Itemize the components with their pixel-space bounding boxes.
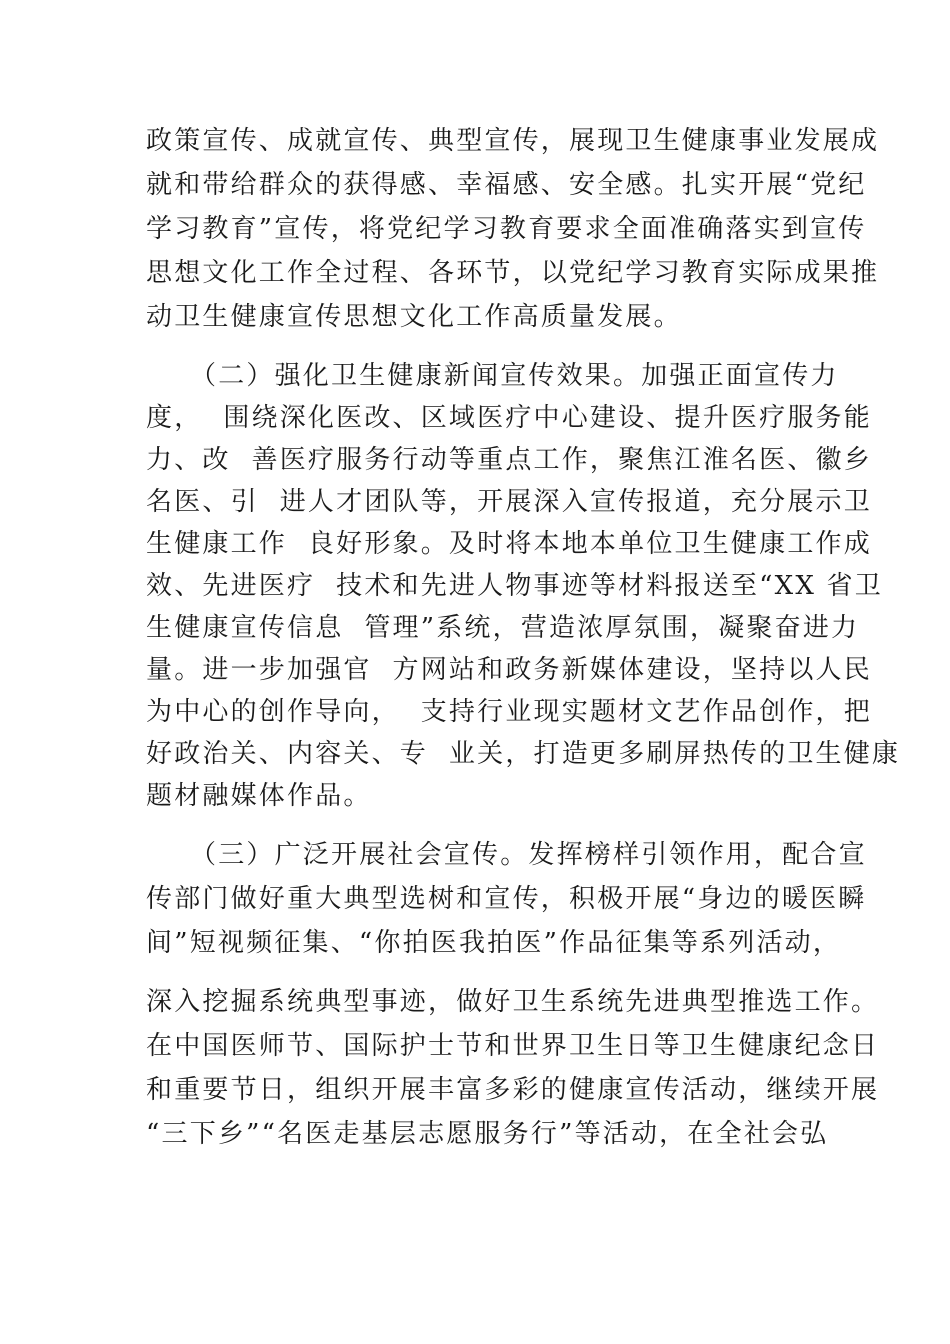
- text-line: “三下乡”“名医走基层志愿服务行”等活动，在全社会弘: [146, 1119, 829, 1149]
- text-line: 间”短视频征集、“你拍医我拍医”作品征集等系列活动，: [146, 928, 842, 958]
- text-line: 和重要节日，组织开展丰富多彩的健康宣传活动，继续开展: [146, 1075, 880, 1105]
- text-line: 度， 围绕深化医改、区域医疗中心建设、提升医疗服务能: [146, 403, 872, 433]
- section-heading: （二）强化卫生健康新闻宣传效果。加强正面宣传力: [190, 361, 839, 391]
- text-line: 名医、引 进人才团队等，开展深入宣传报道，充分展示卫: [146, 487, 872, 517]
- text-line: 题材融媒体作品。: [146, 781, 372, 811]
- text-line: 生健康宣传信息 管理”系统，营造浓厚氛围，凝聚奋进力: [146, 613, 860, 643]
- text-line: 动卫生健康宣传思想文化工作高质量发展。: [146, 302, 682, 332]
- section-heading: （三）广泛开展社会宣传。发挥榜样引领作用，配合宣: [190, 840, 867, 870]
- text-line: 思想文化工作全过程、各环节，以党纪学习教育实际成果推: [146, 258, 880, 288]
- text-line: 政策宣传、成就宣传、典型宣传，展现卫生健康事业发展成: [146, 126, 880, 156]
- text-line: 深入挖掘系统典型事迹，做好卫生系统先进典型推选工作。: [146, 987, 880, 1017]
- text-line: 学习教育”宣传，将党纪学习教育要求全面准确落实到宣传: [146, 214, 867, 244]
- text-line: 传部门做好重大典型选树和宣传，积极开展“身边的暖医瞬: [146, 884, 867, 914]
- text-line: 量。进一步加强官 方网站和政务新媒体建设，坚持以人民: [146, 655, 872, 685]
- text-line: 生健康工作 良好形象。及时将本地本单位卫生健康工作成: [146, 529, 872, 559]
- text-line: 效、先进医疗 技术和先进人物事迹等材料报送至“XX 省卫: [146, 571, 883, 601]
- text-line: 好政治关、内容关、专 业关，打造更多刷屏热传的卫生健康: [146, 739, 901, 769]
- text-line: 在中国医师节、国际护士节和世界卫生日等卫生健康纪念日: [146, 1031, 880, 1061]
- text-line: 力、改 善医疗服务行动等重点工作，聚焦江淮名医、徽乡: [146, 445, 872, 475]
- text-line: 就和带给群众的获得感、幸福感、安全感。扎实开展“党纪: [146, 170, 867, 200]
- text-line: 为中心的创作导向， 支持行业现实题材文艺作品创作，把: [146, 697, 872, 727]
